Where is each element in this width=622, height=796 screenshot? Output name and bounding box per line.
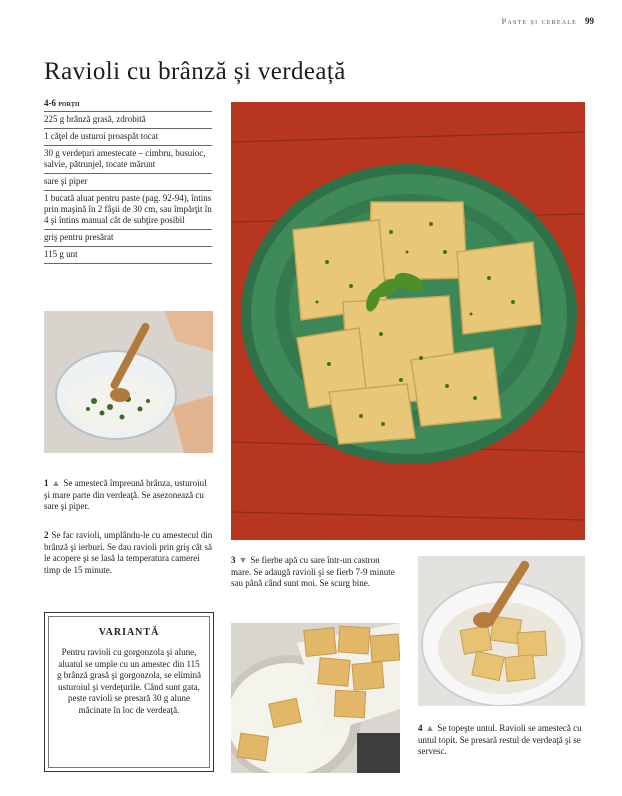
running-header — [501, 16, 594, 26]
variant-box — [44, 612, 214, 772]
variant-title: VARIANTĂ — [98, 627, 160, 638]
arrow-up-icon: ▲ — [51, 478, 61, 488]
recipe-title: Ravioli cu brânză și verdeață — [44, 58, 346, 85]
ingredient-item: 115 g unt — [44, 247, 212, 264]
step1-photo — [44, 311, 213, 453]
step-3 — [231, 555, 401, 590]
step-1 — [44, 478, 212, 513]
step-text: Se fac ravioli, umplându-le cu amestecul din brânză şi ierburi. Se dau ravioli prin griş cât să le acopere şi se lasă la temperatura camerei timp de 15 minute. — [44, 530, 213, 575]
step-text: Se amestecă împreună brânza, usturoiul şi mare parte din verdeaţă. Se asezonează cu sare şi piper. — [44, 478, 207, 511]
ingredient-item: 1 căţel de usturoi proaspăt tocat — [44, 129, 212, 146]
portions-label: 4-6 porții — [44, 96, 212, 112]
ingredient-item: 1 bucată aluat pentru paste (pag. 92-94), întins prin maşină în 2 fâşii de 30 cm, sau împărţit în 4 şi întins manual cât de subţire posibil — [44, 191, 212, 230]
variant-inner — [48, 616, 210, 768]
ingredient-item: 225 g brânză grasă, zdrobită — [44, 112, 212, 129]
page-number: 99 — [585, 16, 594, 26]
step-number: 4 — [418, 723, 423, 733]
step-number: 1 — [44, 478, 49, 488]
arrow-down-icon: ▼ — [238, 555, 248, 565]
step-text: Se topeşte untul. Ravioli se amestecă cu untul topit. Se presară restul de verdeaţă şi se servesc. — [418, 723, 582, 756]
step-2 — [44, 530, 214, 576]
main-ravioli-photo — [231, 102, 585, 540]
ingredient-item: 30 g verdeţuri amestecate – cimbru, busuioc, salvie, pătrunjel, tocate mărunt — [44, 146, 212, 174]
ingredient-item: sare şi piper — [44, 174, 212, 191]
section-label: Paste și cereale — [501, 16, 577, 26]
step-number: 3 — [231, 555, 236, 565]
variant-text: Pentru ravioli cu gorgonzola şi alune, aluatul se umple cu un amestec din 115 g brânză grasă şi gorgonzola, se elimină usturoiul şi verdeţurile. Când sunt gata, peste ravioli se presară 30 g alune măcinate în loc de verdeaţă. — [56, 647, 202, 715]
step3-photo — [231, 623, 400, 773]
step4-photo — [418, 556, 585, 706]
step-number: 2 — [44, 530, 49, 540]
arrow-up-icon: ▲ — [425, 723, 435, 733]
step-4 — [418, 723, 586, 758]
ingredient-item: griş pentru presărat — [44, 230, 212, 247]
step-text: Se fierbe apă cu sare într-un castron mare. Se adaugă ravioli şi se fierb 7-9 minute sau până când sunt moi. Se scurg bine. — [231, 555, 395, 588]
ingredients-list — [44, 96, 212, 264]
